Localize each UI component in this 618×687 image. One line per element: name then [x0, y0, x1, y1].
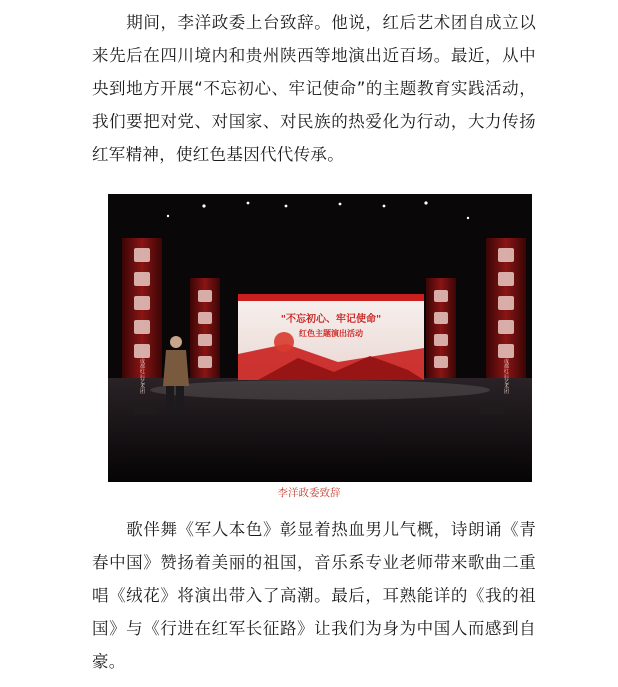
floor-glow	[150, 380, 490, 400]
paragraph-1-text: 期间，李洋政委上台致辞。他说，红后艺术团自成立以来先后在四川境内和贵州陕西等地演出近百场。最近，从中央到地方开展“不忘初心、牢记使命”的主题教育实践活动，我们要把对党、对国家、对民族的热爱化为行动，大力传扬红军精神，使红色基因代代传承。	[92, 13, 536, 164]
screen-sub-title: 红色主题演出活动	[299, 329, 363, 338]
paragraph-2-text: 歌伴舞《军人本色》彰显着热血男儿气概，诗朗诵《青春中国》赞扬着美丽的祖国，音乐系专业老师带来歌曲二重唱《绒花》将演出带入了高潮。最后，耳熟能详的《我的祖国》与《行进在红军长征路》让我们为身为中国人而感到自豪。	[92, 520, 536, 671]
banner-left-text: 成都红后艺术团	[139, 358, 145, 394]
photo-caption: 李洋政委致辞	[277, 487, 341, 499]
screen-main-title: "不忘初心、牢记使命"	[280, 314, 382, 325]
banner-right-text: 成都红后艺术团	[503, 358, 509, 394]
screen-emblem	[274, 332, 294, 352]
screen-header-bar	[238, 294, 424, 301]
article-paragraph-1	[92, 6, 536, 171]
event-photo	[108, 194, 532, 482]
stage-illustration	[108, 194, 532, 482]
stage-monitor-right	[480, 404, 504, 414]
article-paragraph-2	[92, 513, 536, 678]
stage-monitor-left	[134, 404, 156, 414]
